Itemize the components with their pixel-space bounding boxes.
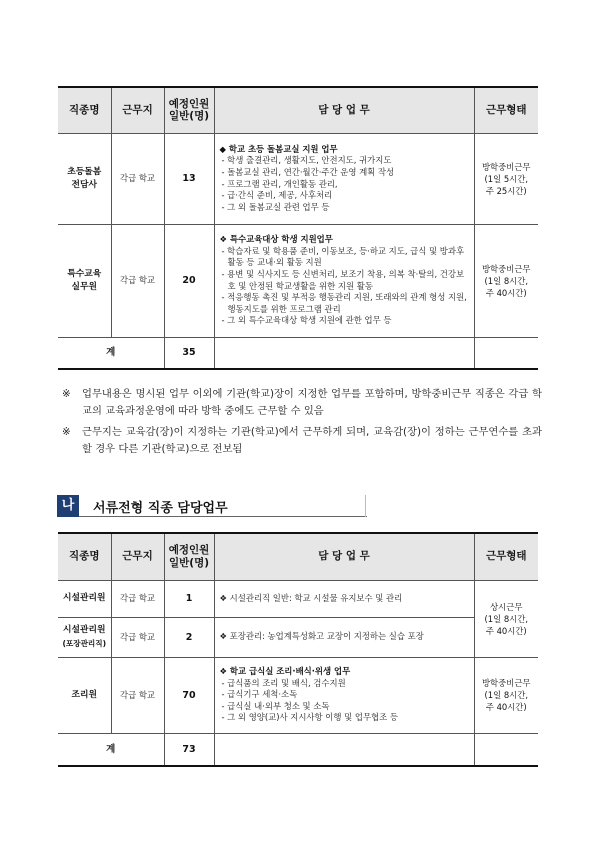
workplace: 각급 학교 xyxy=(111,657,164,733)
job-name: 시설관리원 (포장관리직) xyxy=(58,617,111,657)
work-type: 상시근무 (1일 8시간, 주 40시간) xyxy=(474,580,538,657)
workplace: 각급 학교 xyxy=(111,133,164,224)
section-label: 나 xyxy=(57,495,79,517)
duty-cell: ◆ 학교 초등 돌봄교실 지원 업무 - 학생 출결관리, 생활지도, 안전지도, 귀가지도 - 돌봄교실 관리, 연간·월간·주간 운영 계획 작성 - 프로그램 관리, 개인활동 관리, - 급·간식 준비, 제공, 사후처리 - 그 외 돌봄교실 관련 업무 등 xyxy=(214,133,474,224)
work-type: 방학중비근무 (1일 8시간, 주 40시간) xyxy=(474,657,538,733)
header-quota: 예정인원 일반(명) xyxy=(164,87,214,133)
duty-cell: ❖ 특수교육대상 학생 지원업무 - 학습자료 및 학용품 준비, 이동보조, 등·하교 지도, 급식 및 방과후 활동 등 교내·외 활동 지원 - 용변 및 식사지도 등 신변처리, 보조기 착용, 의복 착·탈의, 건강보호 및 안정된 학교생활을 위한 지원 활동 - 적응행동 촉진 및 부적응 행동관리 지원, 또래와의 관계 형성 지원, 행동지도를 위한 프로그램 관리 - 그 외 특수교육대상 학생 지원에 관한 업무 등 xyxy=(214,224,474,337)
duty-cell: ❖ 학교 급식실 조리·배식·위생 업무 - 급식품의 조리 및 배식, 검수지원 - 급식기구 세척·소독 - 급식실 내·외부 청소 및 소독 - 그 외 영양(교)사 지시사항 이행 및 업무협조 등 xyxy=(214,657,474,733)
work-type: 방학중비근무 (1일 5시간, 주 25시간) xyxy=(474,133,538,224)
note-item: ※ 근무지는 교육감(장)이 지정하는 기관(학교)에서 근무하게 되며, 교육감(장)이 정하는 근무연수를 초과할 경우 다른 기관(학교)으로 전보됨 xyxy=(62,426,542,455)
job-table-1 xyxy=(58,86,538,370)
total-row xyxy=(58,337,538,369)
workplace: 각급 학교 xyxy=(111,580,164,617)
header-duties: 담 당 업 무 xyxy=(214,87,474,133)
workplace: 각급 학교 xyxy=(111,617,164,657)
header-job-type: 직종명 xyxy=(58,87,111,133)
table-row xyxy=(58,580,538,617)
total-count: 73 xyxy=(164,733,214,766)
table-row xyxy=(58,617,538,657)
header-job-type: 직종명 xyxy=(58,533,111,580)
total-count: 35 xyxy=(164,337,214,369)
header-duties: 담 당 업 무 xyxy=(214,533,474,580)
quota-count: 20 xyxy=(164,224,214,337)
section-heading xyxy=(57,495,367,518)
total-label: 계 xyxy=(58,337,164,369)
total-row xyxy=(58,733,538,766)
job-name: 초등돌봄 전담사 xyxy=(58,133,111,224)
work-type: 방학중비근무 (1일 8시간, 주 40시간) xyxy=(474,224,538,337)
quota-count: 2 xyxy=(164,617,214,657)
header-workplace: 근무지 xyxy=(111,87,164,133)
header-quota: 예정인원 일반(명) xyxy=(164,533,214,580)
quota-count: 70 xyxy=(164,657,214,733)
header-workplace: 근무지 xyxy=(111,533,164,580)
duty-cell: ❖ 포장관리: 농업계특성화고 교장이 지정하는 실습 포장 xyxy=(214,617,474,657)
table-row xyxy=(58,133,538,224)
header-work-type: 근무형태 xyxy=(474,87,538,133)
quota-count: 13 xyxy=(164,133,214,224)
table-row xyxy=(58,657,538,733)
workplace: 각급 학교 xyxy=(111,224,164,337)
job-table-2 xyxy=(58,532,538,767)
note-item: ※ 업무내용은 명시된 업무 이외에 기관(학교)장이 지정한 업무를 포함하며, 방학중비근무 직종은 각급 학교의 교육과정운영에 따라 방학 중에도 근무할 수 있음 xyxy=(62,388,542,417)
quota-count: 1 xyxy=(164,580,214,617)
job-name: 특수교육 실무원 xyxy=(58,224,111,337)
job-name: 조리원 xyxy=(58,657,111,733)
table-row xyxy=(58,224,538,337)
job-name: 시설관리원 xyxy=(58,580,111,617)
total-label: 계 xyxy=(58,733,164,766)
section-title: 서류전형 직종 담당업무 xyxy=(93,501,228,516)
notes xyxy=(62,386,542,462)
header-work-type: 근무형태 xyxy=(474,533,538,580)
duty-cell: ❖ 시설관리직 일반: 학교 시설물 유지보수 및 관리 xyxy=(214,580,474,617)
